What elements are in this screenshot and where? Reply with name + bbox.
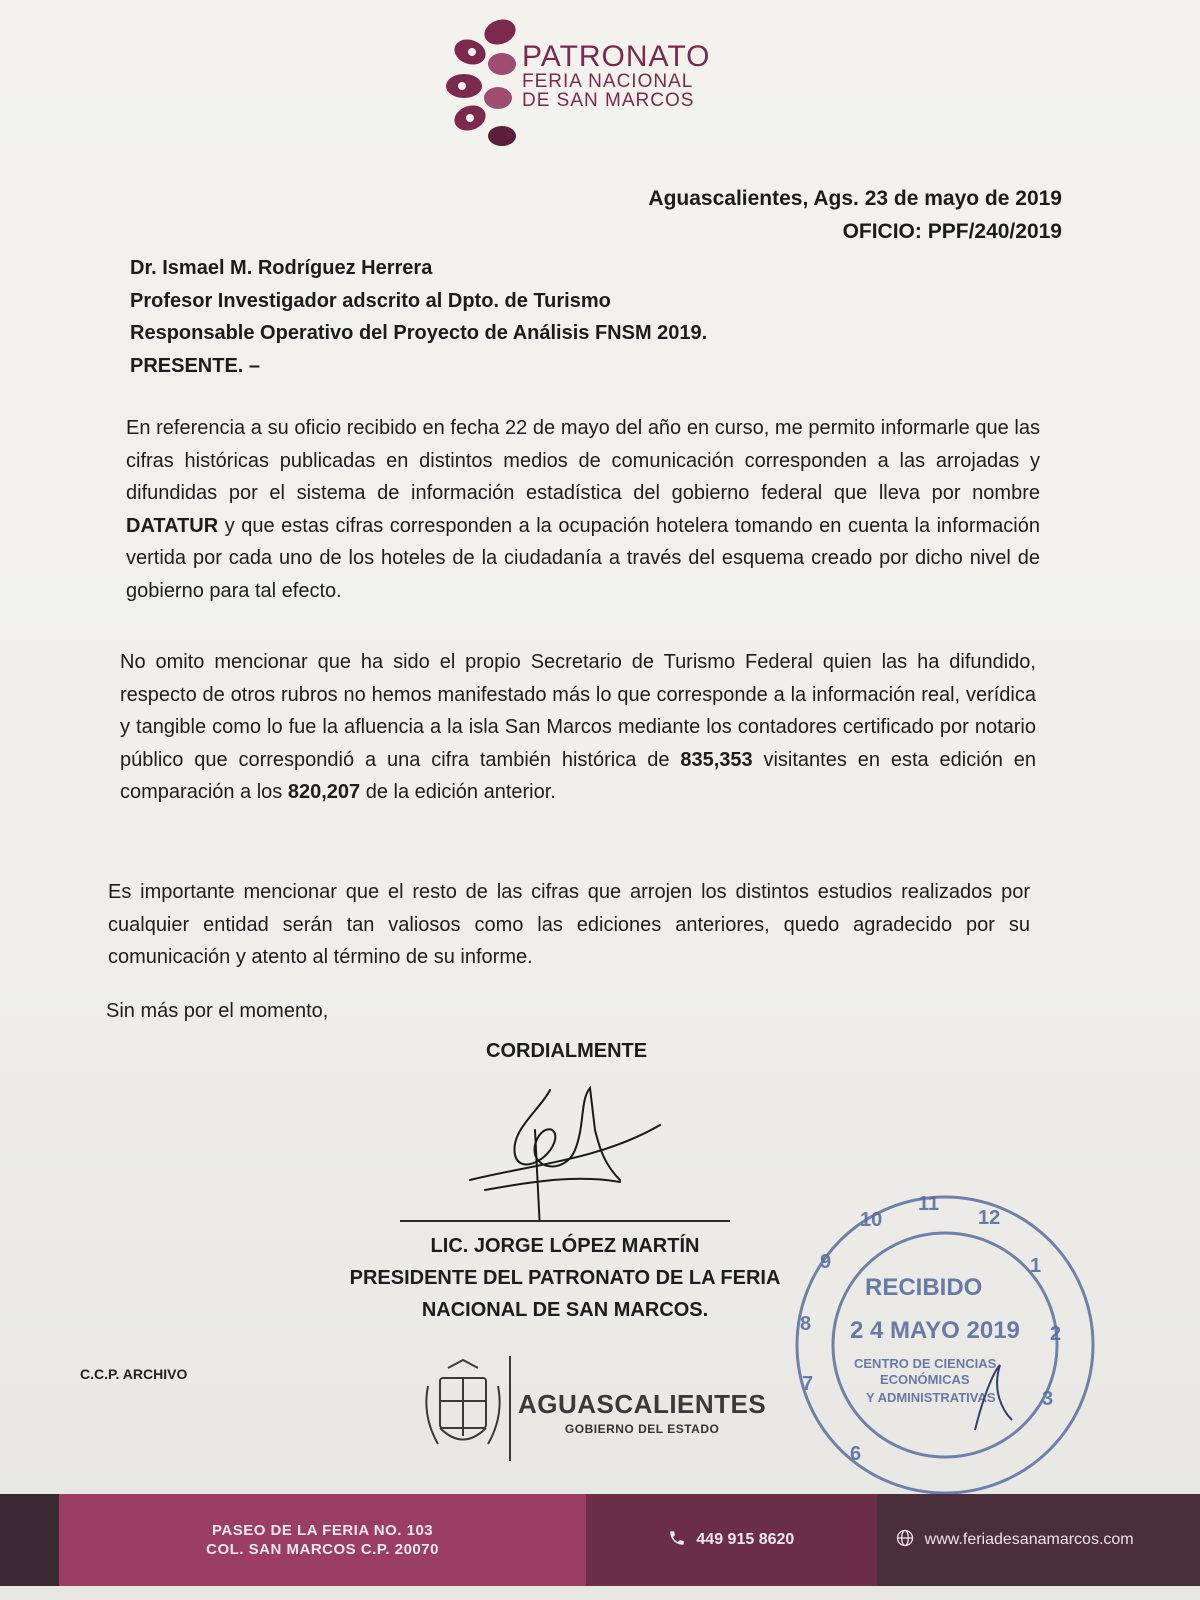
paragraph-2	[120, 646, 1036, 809]
stamp-num: 6	[850, 1443, 862, 1465]
visitors-2019: 835,353	[680, 748, 753, 771]
stamp-num: 1	[1030, 1255, 1042, 1277]
stamp-num: 10	[860, 1209, 883, 1231]
stamp-date: 2 4 MAYO 2019	[850, 1317, 1020, 1344]
signer-role-2: NACIONAL DE SAN MARCOS.	[421, 1299, 709, 1321]
addressee-name: Dr. Ismael M. Rodríguez Herrera	[130, 257, 433, 279]
stamp-num: 8	[800, 1313, 812, 1335]
footer-left-band	[0, 1494, 59, 1586]
gov-text	[518, 1389, 766, 1436]
p1-text-a: En referencia a su oficio recibido en fecha 22 de mayo del año en curso, me permito informarle que las cifras históricas publicadas en distintos medios de comunicación corresponden a las arrojadas y difundidas por el sistema de información estadística del gobierno federal que lleva por nombre	[126, 417, 1040, 504]
logo-line-3: DE SAN MARCOS	[522, 90, 695, 111]
address-line-1: PASEO DE LA FERIA NO. 103	[211, 1522, 434, 1539]
stamp-dept-1: CENTRO DE CIENCIAS	[854, 1356, 997, 1371]
stamp-recibido: RECIBIDO	[865, 1274, 983, 1301]
oficio-number: OFICIO: PPF/240/2019	[842, 220, 1062, 243]
handwritten-signature	[390, 1070, 730, 1220]
addressee-title-2: Responsable Operativo del Proyecto de Análisis FNSM 2019.	[130, 322, 708, 344]
paragraph-3: Es importante mencionar que el resto de las cifras que arrojen los distintos estudios realizados por cualquier entidad serán tan valiosos como las ediciones anteriores, quedo agradecido por su comunicación y atento al término de su informe.	[108, 881, 1030, 968]
signer-name: LIC. JORGE LÓPEZ MARTÍN	[430, 1235, 700, 1257]
ccp-archivo: C.C.P. ARCHIVO	[80, 1366, 188, 1382]
footer-phone	[586, 1494, 877, 1586]
address-line-2: COL. SAN MARCOS C.P. 20070	[206, 1541, 439, 1558]
gov-name: AGUASCALIENTES	[518, 1389, 767, 1419]
aguascalientes-government-logo	[418, 1356, 767, 1466]
stamp-num: 2	[1050, 1323, 1062, 1345]
gov-subtitle: GOBIERNO DEL ESTADO	[564, 1422, 720, 1436]
addressee-title-1: Profesor Investigador adscrito al Dpto. de Turismo	[130, 289, 611, 312]
p2-text-b: visitantes en esta edición en comparación a los	[120, 748, 1037, 803]
p2-text-a: No omito mencionar que ha sido el propio Secretario de Turismo Federal quien las ha difundido, respecto de otros rubros no hemos manifestado más lo que corresponde a la información real, verídica y tangible como lo fue la afluencia a la isla San Marcos mediante los contadores certificado por notario público que correspondió a una cifra también histórica de	[120, 651, 1036, 771]
footer-address-text	[206, 1521, 439, 1559]
presente: PRESENTE. –	[130, 354, 261, 377]
datatur-bold: DATATUR	[126, 514, 219, 537]
phone-icon	[668, 1529, 686, 1552]
addressee-block	[130, 252, 707, 382]
stamp-num: 9	[820, 1251, 832, 1273]
logo-line-2: FERIA NACIONAL	[522, 71, 694, 92]
globe-icon	[895, 1528, 915, 1553]
stamp-num: 12	[978, 1207, 1001, 1229]
footer-address	[59, 1494, 586, 1586]
logo-text	[522, 42, 710, 110]
p1-text-b: y que estas cifras corresponden a la ocupación hotelera tomando en cuenta la información vertida por cada uno de los hoteles de la ciudadanía a través del esquema creado por dicho nivel de gobierno para tal efecto.	[126, 514, 1040, 602]
stamp-dept-3: Y ADMINISTRATIVAS	[866, 1390, 996, 1405]
paragraph-1	[126, 412, 1040, 607]
letterhead-footer	[0, 1494, 1200, 1586]
letter-meta	[648, 182, 1062, 248]
stamp-dept-2: ECONÓMICAS	[880, 1372, 970, 1387]
stamp-num: 3	[1042, 1388, 1054, 1410]
visitors-previous: 820,207	[287, 781, 361, 803]
website-url: www.feriadesanamarcos.com	[924, 1531, 1134, 1548]
stamp-num: 11	[918, 1193, 940, 1215]
signature-line	[400, 1220, 730, 1222]
logo-line-1: PATRONATO	[522, 40, 711, 73]
stamp-num: 7	[802, 1373, 814, 1395]
cordialmente: CORDIALMENTE	[486, 1040, 648, 1062]
place-date: Aguascalientes, Ags. 23 de mayo de 2019	[648, 187, 1062, 210]
signer-block	[330, 1230, 800, 1326]
footer-web	[877, 1494, 1200, 1586]
signer-role-1: PRESIDENTE DEL PATRONATO DE LA FERIA	[349, 1267, 781, 1289]
received-stamp	[780, 1190, 1110, 1500]
state-coat-of-arms-icon	[418, 1356, 518, 1466]
p2-text-c: de la edición anterior.	[360, 781, 556, 803]
phone-number: 449 915 8620	[696, 1531, 795, 1548]
closing-line: Sin más por el momento,	[106, 1000, 329, 1022]
patronato-logo	[440, 14, 740, 154]
